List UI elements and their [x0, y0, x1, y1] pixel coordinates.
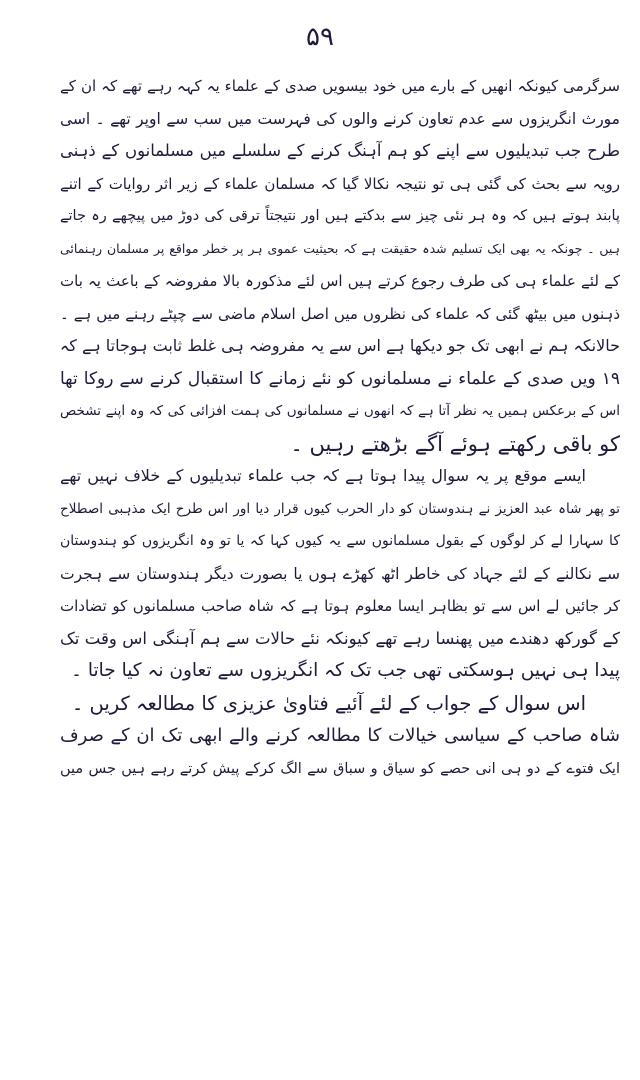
text-line: کے لئے علماء ہی کی طرف رجوع کرتے ہیں اس لئے مذکورہ بالا مفروضہ کے باعث یہ بات	[60, 272, 620, 290]
text-line: کو باقی رکھتے ہوئے آگے بڑھتے رہیں ۔	[290, 431, 620, 456]
page-number: ۵۹	[306, 22, 334, 52]
text-line: سے نکالنے کے لئے جہاد کی خاطر اٹھ کھڑے ہوں یا بصورت دیگر ہندوستان سے ہجرت	[60, 564, 620, 583]
text-line: تو پھر شاہ عبد العزیز نے ہندوستان کو دار الحرب کیوں قرار دیا اور اس طرح ایک مذہبی اصطلاح	[60, 500, 620, 517]
text-line: شاہ صاحب کے سیاسی خیالات کا مطالعہ کرنے والے ابھی تک ان کے صرف	[60, 725, 620, 746]
text-line: رویہ سے بحث کی گئی ہی تو نتیجہ نکالا گیا کہ مسلمان علماء کے زیر اثر روایات کے اتنے	[60, 174, 620, 193]
text-line: پیدا ہی نہیں ہوسکتی تھی جب تک کہ انگریزوں سے تعاون نہ کیا جاتا ۔	[71, 660, 620, 681]
text-line: کا سہارا لے کر لوگوں کے بقول مسلمانوں سے یہ کیوں کہا کہ یا تو وہ انگریزوں کو ہندوستان	[60, 533, 620, 549]
text-line: کے گورکھ دھندے میں پھنسا رہے تھے کیونکہ نئے حالات سے ہم آہنگی اس وقت تک	[60, 628, 620, 648]
text-line: ایک فتوے کے دو ہی انی حصے کو سیاق و سباق سے الگ کرکے پیش کرتے رہے ہیں جس میں	[60, 760, 620, 777]
text-line: ہیں ۔ چونکہ یہ بھی ایک تسلیم شدہ حقیقت ہے کہ بحیثیت عموی ہر پر خطر مواقع پر مسلمان رہنمائی	[60, 240, 620, 256]
text-line: سرگرمی کیونکہ انھیں کے بارے میں خود بیسویں صدی کے علماء یہ کہہ رہے تھے کہ ان کے	[60, 77, 620, 95]
text-line: طرح جب تبدیلیوں سے اپنے کو ہم آہنگ کرنے کے سلسلے میں مسلمانوں کے ذہنی	[60, 141, 620, 160]
text-line: کر جائیں لے اس سے تو بظاہر ایسا معلوم ہوتا ہے کہ شاہ صاحب مسلمانوں کو تضادات	[60, 597, 620, 615]
text-line: ۱۹ ویں صدی کے علماء نے مسلمانوں کو نئے زمانے کا استقبال کرنے سے روکا تھا	[60, 368, 620, 389]
text-line: اس کے برعکس ہمیں یہ نظر آتا ہے کہ انھوں نے مسلمانوں کی ہمت افزائی کی کہ وہ اپنے تشخص	[60, 403, 620, 419]
body-text	[60, 70, 620, 785]
text-line: مورث انگریزوں سے عدم تعاون کرنے والوں کی فہرست میں سب سے اوپر تھے ۔ اسی	[60, 109, 620, 128]
text-line: ایسے موقع پر یہ سوال پیدا ہوتا ہے کہ جب علماء تبدیلیوں کے خلاف نہیں تھے	[60, 466, 586, 485]
text-line: ذہنوں میں بیٹھ گئی کہ علماء کی نظروں میں اصل اسلام ماضی سے چپٹے رہنے میں ہے ۔	[60, 304, 620, 323]
text-line: حالانکہ ہم نے ابھی تک جو دیکھا ہے اس سے یہ مفروضہ ہی غلط ثابت ہوجاتا ہے کہ	[59, 336, 620, 355]
text-line: پابند ہوتے ہیں کہ وہ ہر نئی چیز سے بدکتے ہیں اور نتیجتاً ترقی کی دوڑ میں پیچھے رہ جاتے	[60, 208, 620, 224]
text-line: اس سوال کے جواب کے لئے آئیے فتاویٰ عزیزی کا مطالعہ کریں ۔	[71, 691, 586, 715]
